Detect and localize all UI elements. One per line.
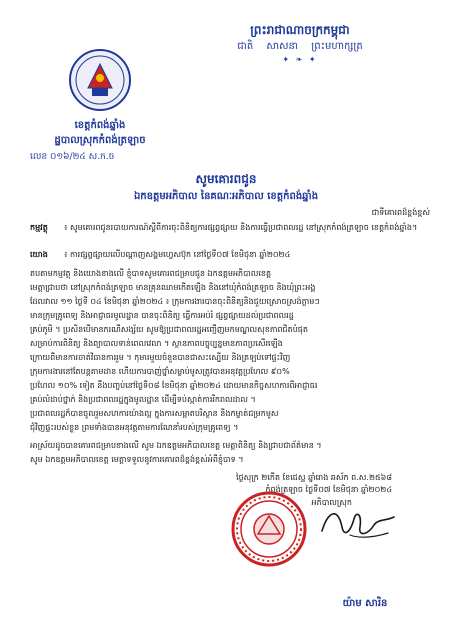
- document-number: លេខ ០១៦/២៤ ស.ក.ច: [30, 152, 115, 162]
- reference-row: [30, 249, 424, 261]
- body-line: តបតាមកម្មវត្ថុ និងយោងខាងលើ ខ្ញុំបាទសូមគោរពជម្រាបជូន ឯកឧត្តមអភិបាលខេត្ត: [30, 269, 272, 278]
- ornament-divider: ✦ ❧ ✦: [282, 55, 318, 64]
- body-line: គ្រប់ភូមិ ។ ប្រសិនបើមានករណីសង្ស័យ សូមឱ្យប្រជាពលរដ្ឋអញ្ជើញមកមណ្ឌលសុខភាពជិតបំផុត: [30, 325, 308, 334]
- lunar-date: ថ្ងៃសុក្រ ២កើត ខែជេស្ឋ ឆ្នាំរោង ឆស័ក ព.ស.២៥៦៨: [236, 473, 392, 482]
- document-title: សូមគោរពជូន: [195, 172, 257, 186]
- body-line: គ្រប់លំដាប់ថ្នាក់ និងប្រជាពលរដ្ឋក្នុងមូលដ្ឋាន ដើម្បីទប់ស្កាត់ការរីករាលដាល ។: [30, 395, 256, 404]
- subject-row: [30, 222, 424, 234]
- handwritten-signature: [316, 497, 400, 545]
- body-line: ក្រោយពីមានការចាត់វិធានការរួម ។ កុមារមួយចំនួនបានជាសះស្បើយ និងត្រឡប់ទៅផ្ទះវិញ: [30, 353, 291, 362]
- reference-text: ៖ ការផ្សព្វផ្សាយលើបណ្ដាញសង្គមហ្វេសប៊ុក នៅថ្ងៃទី០៧ ខែមិថុនា ឆ្នាំ២០២៤: [64, 250, 291, 259]
- kingdom-heading: ព្រះរាជាណាចក្រកម្ពុជា: [250, 23, 350, 37]
- body-line: ដែលវាល ១១ ថ្ងៃទី ០៤ ខែមិថុនា ឆ្នាំ២០២៤ ៖ ក្រុមការងារបានចុះពិនិត្យនិងជួយស្រោចស្រង់ភ្លាមៗ: [30, 297, 320, 306]
- subject-label: កម្មវត្ថុ: [30, 223, 48, 232]
- body-line: សម្រាប់ការពិនិត្យ និងព្យាបាលទាន់ពេលវេលា ។ ស្ថានភាពបច្ចុប្បន្នមានភាពប្រសើរឡើង: [30, 339, 283, 348]
- body-line: ជុំវិញផ្ទះរបស់ខ្លួន ព្រមទាំងបានអនុវត្តតាមការណែនាំរបស់ក្រុមគ្រូពេទ្យ ។: [30, 423, 239, 432]
- national-motto: ជាតិ សាសនា ព្រះមហាក្សត្រ: [237, 41, 363, 52]
- closing-line: សូម ឯកឧត្តមអភិបាលខេត្ត មេត្តាទទួលនូវការគោរពដ៏ខ្ពង់ខ្ពស់អំពីខ្ញុំបាទ ។: [30, 455, 244, 464]
- subject-text: ៖ សូមគោរពជូនរបាយការណ៍ស្ដីពីការចុះពិនិត្យការផ្សព្វផ្សាយ និងការធ្វើប្រជាពលរដ្ឋ នៅស្រុកកំពង់ត្រឡាច ខេត្តកំពង់ឆ្នាំង។: [64, 223, 418, 232]
- signer-position: អភិបាលស្រុក: [311, 498, 352, 507]
- office-name: ដ្ឋបាលស្រុកកំពង់ត្រឡាច: [54, 135, 146, 146]
- respect-line: ជាទីគោរពដ៏ខ្ពង់ខ្ពស់: [371, 208, 430, 217]
- document-recipient: ឯកឧត្តមអភិបាល នៃគណៈអភិបាល ខេត្តកំពង់ឆ្នាំង: [133, 191, 319, 202]
- reference-label: យោង: [30, 250, 48, 259]
- body-line: ប្រជាពលរដ្ឋក៏បានចូលរួមសហការយ៉ាងល្អ ក្នុងការសម្អាតបរិស្ថាន និងកម្ចាត់ជម្រកមូស: [30, 409, 279, 418]
- closing-line: អាស្រ័យដូចបានគោរពជម្រាបខាងលើ សូម ឯកឧត្តមអភិបាលខេត្ត មេត្តាពិនិត្យ និងជ្រាបជាព័ត៌មាន ។: [30, 441, 322, 450]
- signer-name: យ៉ាម សារិន: [342, 598, 388, 609]
- body-line: ក្រុមការងារនៅតែបន្តតាមដាន ហើយការបាញ់ថ្នាំសម្លាប់មូសត្រូវបានអនុវត្តប្រហែល ៩០%: [30, 367, 290, 376]
- body-line: មេត្តាជ្រាបថា នៅស្រុកកំពង់ត្រឡាច មានគ្រុនឈាមកើតឡើង និងនៅឃុំកំពង់ត្រឡាច និងឃុំព្រះអង្គ: [30, 283, 316, 292]
- ministry-emblem-icon: [68, 48, 132, 112]
- official-seal-icon: [230, 490, 308, 568]
- province-name: ខេត្តកំពង់ឆ្នាំង: [74, 120, 126, 131]
- body-line: ប្រហែល ១០% ទៀត នឹងបញ្ចប់នៅថ្ងៃទី០៨ ខែមិថុនា ឆ្នាំ២០២៤ ដោយមានកិច្ចសហការពីអាជ្ញាធរ: [30, 381, 318, 390]
- body-line: មានក្រុមគ្រូពេទ្យ និងអាជ្ញាធរមូលដ្ឋាន បានចុះពិនិត្យ ធ្វើការអប់រំ ផ្សព្វផ្សាយដល់ប្រជាពលរដ្ឋ: [30, 311, 294, 320]
- solar-date: កំពង់ត្រឡាច ថ្ងៃទី០៧ ខែមិថុនា ឆ្នាំ២០២៤: [265, 485, 392, 494]
